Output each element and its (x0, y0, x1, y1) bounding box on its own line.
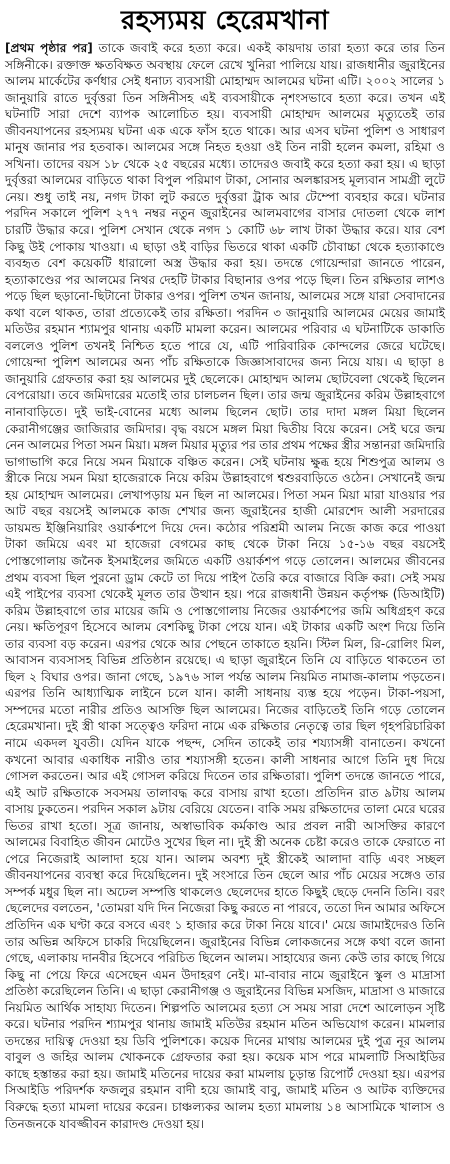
continued-from-front-page-label: [প্রথম পৃষ্ঠার পর] (5, 41, 93, 55)
article-text: তাকে জবাই করে হত্যা করে। একই কায়দায় তারা হত্যা করে তার তিন সঙ্গিনীকে। রক্তাক্ত ক্ষতবিক্ষত অবস্থায় ফেলে রেখে খুনিরা পালিয়ে যায়। রাজধানীর জুরাইনের আলম মার্কেটের কর্ণধার সেই ধনাঢ্য ব্যবসায়ী মোহাম্মদ আলমের ঘটনা এটি। ২০০২ সালের ১ জানুয়ারি রাতে দুর্বৃত্তরা তিন সঙ্গিনীসহ এই ব্যবসায়ীকে নৃশংসভাবে হত্যা করে। তখন এই ঘটনাটি সারা দেশে ব্যাপক আলোচিত হয়। ব্যবসায়ী মোহাম্মদ আলমের মৃত্যুতেই তার জীবনযাপনের রহস্যময় ঘটনা এক একে ফাঁস হতে থাকে। আর এসব ঘটনা পুলিশ ও সাধারণ মানুষ জানার পর হতবাক। আলমের সঙ্গে নিহত হওয়া ওই তিন নারী হলেন কমলা, রহিমা ও সখিনা। তাদের বয়স ১৮ থেকে ২৫ বছরের মধ্যে। তাদেরও জবাই করে হত্যা করা হয়। এ ছাড়া দুর্বৃত্তরা আলমের বাড়িতে থাকা বিপুল পরিমাণ টাকা, সোনার অলঙ্কারসহ মূল্যবান সামগ্রী লুটে নেয়। শুধু তাই নয়, নগদ টাকা লুট করতে দুর্বৃত্তরা ট্রাক আর টেম্পো ব্যবহার করে। ঘটনার পরদিন সকালে পুলিশ ২৭৭ নম্বর নতুন জুরাইনের আলমবাগের বাসার দোতলা থেকে লাশ চারটি উদ্ধার করে। পুলিশ সেখান থেকে নগদ ১ কোটি ৬৮ লাখ টাকা উদ্ধার করে। যার বেশ কিছু উই পোকায় খাওয়া। এ ছাড়া ওই বাড়ির ভিতরে থাকা একটি চৌবাচ্চা থেকে হত্যাকাণ্ডে ব্যবহৃত বেশ কয়েকটি ধারালো অস্ত্র উদ্ধার করা হয়। তদন্তে গোয়েন্দারা জানতে পারেন, হত্যাকাণ্ডের পর আলমের নিথর দেহটি টাকার বিছানার ওপর পড়ে ছিল। তিন রক্ষিতার লাশও পড়ে ছিল ছড়ানো-ছিটানো টাকার ওপর। পুলিশ তখন জানায়, আলমের সঙ্গে যারা সেবাদানের কথা বলে থাকত, তারা প্রত্যেকেই তার রক্ষিতা। পরদিন ৩ জানুয়ারি আলমের মেয়ের জামাই মতিউর রহমান শ্যামপুর থানায় একটি মামলা করেন। আলমের পরিবার এ ঘটনাটিকে ডাকাতি বললেও পুলিশ তখনই নিশ্চিত হতে পারে যে, এটি পারিবারিক কোন্দলের জেরে ঘটেছে। গোয়েন্দা পুলিশ আলমের অন্য পাঁচ রক্ষিতাকে জিজ্ঞাসাবাদের জন্য নিয়ে যায়। এ ছাড়া ৪ জানুয়ারি গ্রেফতার করা হয় আলমের দুই ছেলেকে। মোহাম্মদ আলম ছোটবেলা থেকেই ছিলেন বেপরোয়া। তবে জমিদারের মতোই তার চালচলন ছিল। তার জন্ম জুরাইনের করিম উল্লাহবাগে নানাবাড়িতে। দুই ভাই-বোনের মধ্যে আলম ছিলেন ছোট। তার দাদা মঙ্গল মিয়া ছিলেন কেরানীগঞ্জের জাজিরার জমিদার। বৃদ্ধ বয়সে মঙ্গল মিয়া দ্বিতীয় বিয়ে করেন। সেই ঘরে জন্ম নেন আলমের পিতা সমন মিয়া। মঙ্গল মিয়ার মৃত্যুর পর তার প্রথম পক্ষের স্ত্রীর সন্তানরা জমিদারি ভাগাভাগি করে নিয়ে সমন মিয়াকে বঞ্চিত করেন। সেই ঘটনায় ক্ষুব্ধ হয়ে শিশুপুত্র আলম ও স্ত্রীকে নিয়ে সমন মিয়া হাজেরাকে নিয়ে করিম উল্লাহবাগে শ্বশুরবাড়িতে ওঠেন। সেখানেই জন্ম হয় মোহাম্মদ আলমের। লেখাপড়ায় মন ছিল না আলমের। পিতা সমন মিয়া মারা যাওয়ার পর আট বছর বয়সেই আলমকে কাজ শেখার জন্য জুরাইনের হাজী মোরশেদ আলী সরদারের ডায়মন্ড ইঞ্জিনিয়ারিং ওয়ার্কশপে দিয়ে দেন। কঠোর পরিশ্রমী আলম নিজে কাজ করে পাওয়া টাকা জমিয়ে এবং মা হাজেরা বেগমের কাছ থেকে টাকা নিয়ে ১৫-১৬ বছর বয়সেই পোস্তগোলায় জনৈক ইসমাইলের জমিতে একটি ওয়ার্কশপ গড়ে তোলেন। আলমের জীবনের প্রথম ব্যবসা ছিল পুরনো ড্রাম কেটে তা দিয়ে পাইপ তৈরি করে বাজারে বিক্রি করা। সেই সময় এই পাইপের ব্যবসা থেকেই মূলত তার উত্থান হয়। পরে রাজধানী উন্নয়ন কর্তৃপক্ষ (ডিআইটি) করিম উল্লাহবাগে তার মায়ের জমি ও পোস্তগোলায় নিজের ওয়ার্কশপের জমি অধিগ্রহণ করে নেয়। ক্ষতিপূরণ হিসেবে আলম বেশকিছু টাকা পেয়ে যান। এই টাকার একটি অংশ দিয়ে তিনি তার ব্যবসা বড় করেন। এরপর থেকে আর পেছনে তাকাতে হয়নি। স্টিল মিল, রি-রোলিং মিল, আবাসন ব্যবসাসহ বিভিন্ন প্রতিষ্ঠান রয়েছে। এ ছাড়া জুরাইনে তিনি যে বাড়িতে থাকতেন তা ছিল ২ বিঘার ওপর। জানা গেছে, ১৯৭৬ সাল পর্যন্ত আলম নিয়মিত নামাজ-কালাম পড়তেন। এরপর তিনি আধ্যাত্মিক লাইনে চলে যান। কালী সাধনায় ব্যস্ত হয়ে পড়েন। টাকা-পয়সা, সম্পদের মতো নারীর প্রতিও আসক্তি ছিল আলমের। নিজের বাড়িতেই তিনি গড়ে তোলেন হেরেমখানা। দুই স্ত্রী থাকা সত্ত্বেও ফরিদা নামে এক রক্ষিতার নেতৃত্বে তার ছিল গৃহপরিচারিকা নামে একদল যুবতী। যেদিন যাকে পছন্দ, সেদিন তাকেই তার শয্যাসঙ্গী বানাতেন। কখনো কখনো আবার একাধিক নারীও তার শয্যাসঙ্গী হতেন। কালী সাধনার আগে তিনি দুধ দিয়ে গোসল করতেন। আর এই গোসল করিয়ে দিতেন তার রক্ষিতারা। পুলিশ তদন্তে জানতে পারে, এই আট রক্ষিতাকে সবসময় তালাবদ্ধ করে বাসায় রাখা হতো। প্রতিদিন রাত ৯টায় আলম বাসায় ঢুকতেন। পরদিন সকাল ৯টায় বেরিয়ে যেতেন। বাকি সময় রক্ষিতাদের তালা মেরে ঘরের ভিতর রাখা হতো। সূত্র জানায়, অস্বাভাবিক কর্মকাণ্ড আর প্রবল নারী আসক্তির কারণে আলমের বিবাহিত জীবন মোটেও সুখের ছিল না। দুই স্ত্রী অনেক চেষ্টা করেও তাকে ফেরাতে না পেরে নিজেরাই আলাদা হয়ে যান। আলম অবশ্য দুই স্ত্রীকেই আলাদা বাড়ি এবং সচ্ছল জীবনযাপনের ব্যবস্থা করে দিয়েছিলেন। দুই সংসারে তিন ছেলে আর পাঁচ মেয়ের সঙ্গেও তার সম্পর্ক মধুর ছিল না। অঢেল সম্পত্তি থাকলেও ছেলেদের হাতে কিছুই ছেড়ে দেননি তিনি। বরং ছেলেদের বলতেন, 'তোমরা যদি দিন নিজেরা কিছু করতে না পারবে, ততো দিন আমার অফিসে প্রতিদিন এক ঘণ্টা করে বসবে এবং ১ হাজার করে টাকা নিয়ে যাবে।' মেয়ে জামাইদেরও তিনি তার অভিন্ন অফিসে চাকরি দিয়েছিলেন। জুরাইনের বিভিন্ন লোকজনের সঙ্গে কথা বলে জানা গেছে, এলাকায় দানবীর হিসেবে পরিচিত ছিলেন আলম। সাহায্যের জন্য কেউ তার কাছে গিয়ে কিছু না পেয়ে ফিরে এসেছেন এমন উদাহরণ নেই। মা-বাবার নামে জুরাইনে স্কুল ও মাদ্রাসা প্রতিষ্ঠা করেছিলেন তিনি। এ ছাড়া কেরানীগঞ্জ ও জুরাইনের বিভিন্ন মসজিদ, মাদ্রাসা ও মাজারে নিয়মিত আর্থিক সাহায্য দিতেন। শিল্পপতি আলমের হত্যা সে সময় সারা দেশে আলোড়ন সৃষ্টি করে। ঘটনার পরদিন শ্যামপুর থানায় জামাই মতিউর রহমান মতিন অভিযোগ করেন। মামলার তদন্তের দায়িত্ব দেওয়া হয় ডিবি পুলিশকে। কয়েক দিনের মাথায় আলমের দুই পুত্র নূর আলম বাবুল ও জহির আলম খোকনকে গ্রেফতার করা হয়। কয়েক মাস পরে মামলাটি সিআইডির কাছে হস্তান্তর করা হয়। জামাই মতিনের দায়ের করা মামলায় চূড়ান্ত রিপোর্ট দেওয়া হয়। এরপর সিআইডি পরিদর্শক ফজলুর রহমান বাদী হয়ে জামাই বাবু, জামাই মতিন ও আটক ব্যক্তিদের বিরুদ্ধে হত্যা মামলা দায়ের করেন। চাঞ্চল্যকর আলম হত্যা মামলায় ১৪ আসামিকে খালাস ও তিনজনকে যাবজ্জীবন কারাদণ্ড দেওয়া হয়। (5, 41, 445, 1131)
headline: রহস্যময় হেরেমখানা (120, 6, 330, 36)
article-body (5, 40, 445, 1132)
